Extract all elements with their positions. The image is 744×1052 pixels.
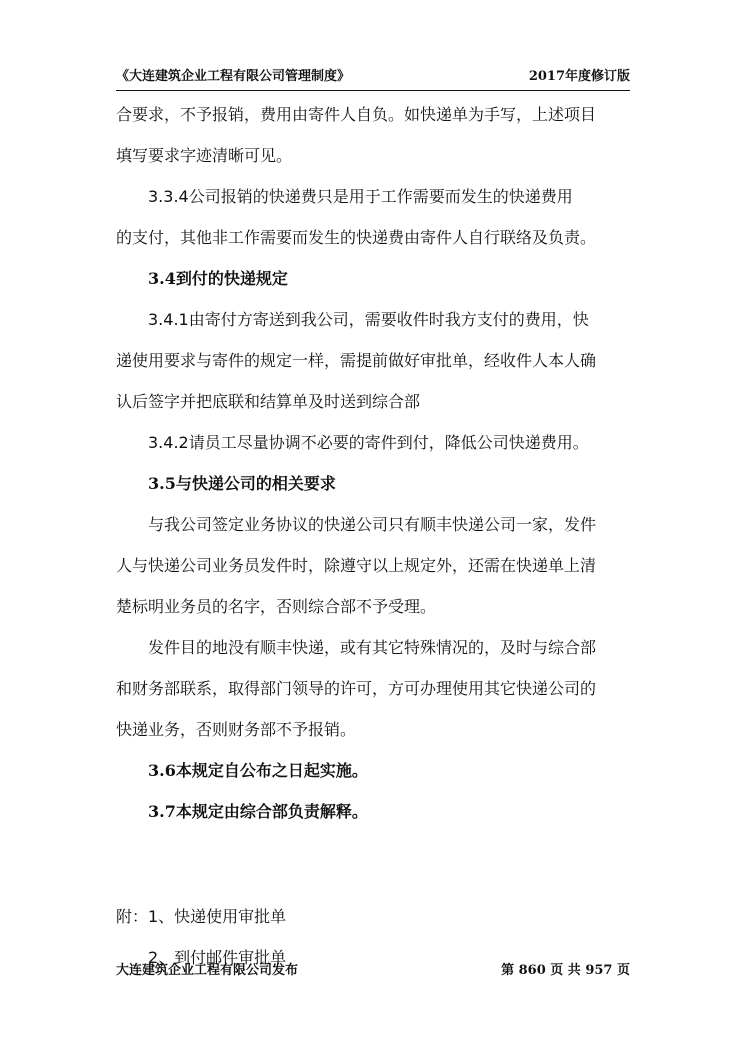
- header-divider: [116, 90, 630, 91]
- body-paragraph-start: 发件目的地没有顺丰快递，或有其它特殊情况的，及时与综合部: [148, 638, 597, 657]
- body-line: 合要求，不予报销，费用由寄件人自负。如快递单为手写，上述项目: [116, 105, 597, 124]
- body-line: 的支付，其他非工作需要而发生的快递费由寄件人自行联络及负责。: [116, 228, 597, 247]
- body-paragraph-start: 与我公司签定业务协议的快递公司只有顺丰快递公司一家，发件: [148, 515, 597, 534]
- footer-page-number: 第 860 页 共 957 页: [501, 963, 630, 978]
- clause-3-4-2: 3.4.2请员工尽量协调不必要的寄件到付，降低公司快递费用。: [148, 433, 589, 452]
- spacer: [116, 832, 634, 896]
- body-line: 认后签字并把底联和结算单及时送到综合部: [116, 392, 421, 411]
- clause-3-3-4: 3.3.4公司报销的快递费只是用于工作需要而发生的快递费用: [148, 187, 573, 206]
- section-heading-3-7: 3.7本规定由综合部负责解释。: [148, 802, 368, 821]
- attachment-list-second: 2、到付邮件审批单: [148, 948, 287, 967]
- body-line: 递使用要求与寄件的规定一样，需提前做好审批单，经收件人本人确: [116, 351, 597, 370]
- body-line: 楚标明业务员的名字，否则综合部不予受理。: [116, 597, 437, 616]
- header-edition: 2017年度修订版: [528, 69, 630, 84]
- body-line: 填写要求字迹清晰可见。: [116, 146, 293, 165]
- section-heading-3-4: 3.4到付的快递规定: [148, 269, 288, 288]
- header-document-title: 《大连建筑企业工程有限公司管理制度》: [116, 69, 351, 84]
- clause-3-4-1: 3.4.1由寄付方寄送到我公司，需要收件时我方支付的费用，快: [148, 310, 589, 329]
- body-line: 人与快递公司业务员发件时，除遵守以上规定外，还需在快递单上清: [116, 556, 597, 575]
- body-line: 快递业务，否则财务部不予报销。: [116, 720, 357, 739]
- attachment-list-first: 附：1、快递使用审批单: [116, 907, 287, 926]
- footer-publisher: 大连建筑企业工程有限公司发布: [116, 963, 299, 978]
- document-body: [116, 94, 634, 978]
- page-header: [116, 66, 630, 88]
- body-line: 和财务部联系，取得部门领导的许可，方可办理使用其它快递公司的: [116, 679, 597, 698]
- section-heading-3-5: 3.5与快递公司的相关要求: [148, 474, 336, 493]
- section-heading-3-6: 3.6本规定自公布之日起实施。: [148, 761, 368, 780]
